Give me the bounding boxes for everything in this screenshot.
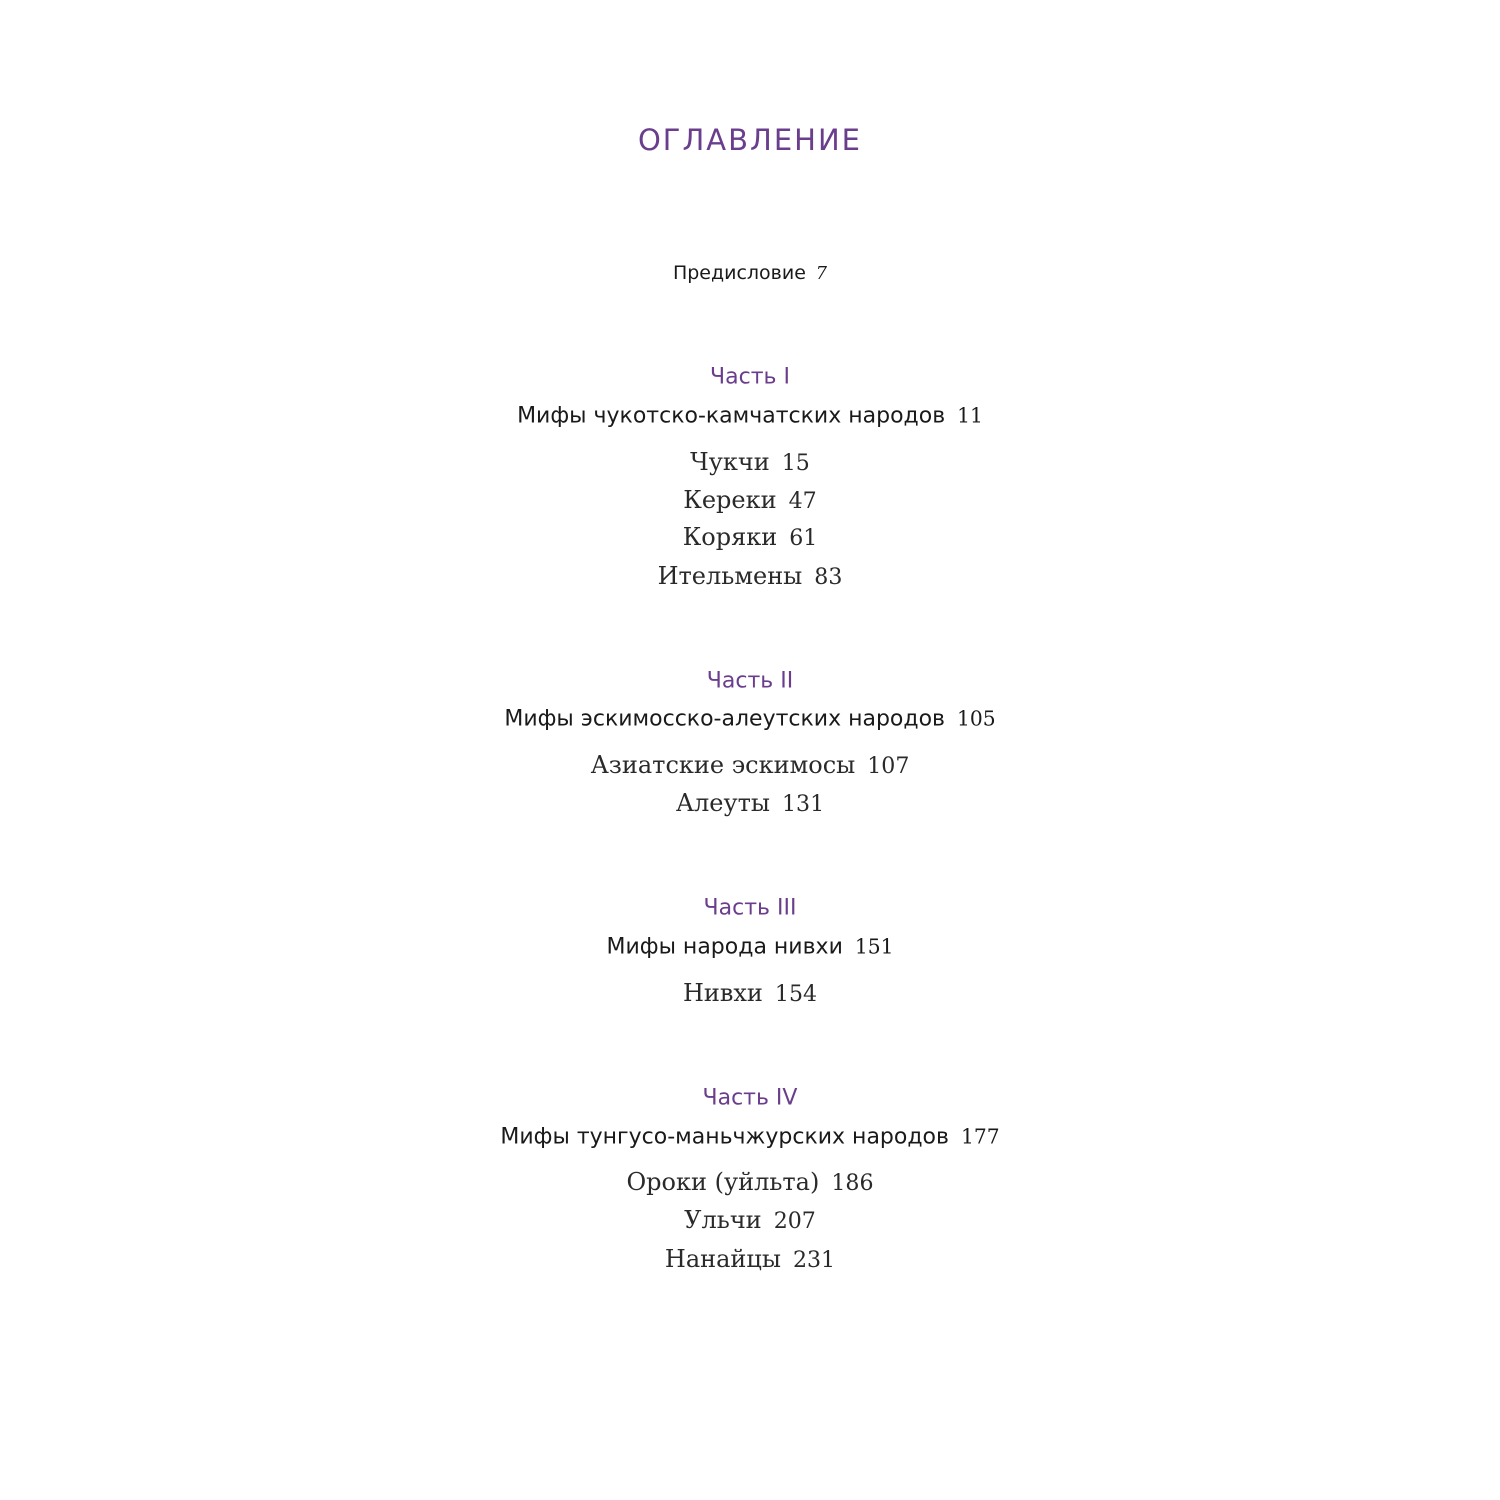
- part-label-2: Часть II: [706, 668, 794, 694]
- entry-title: Кереки: [683, 486, 777, 514]
- entry-page-number: 154: [774, 982, 818, 1007]
- toc-entry-chapter[interactable]: [0, 1206, 1500, 1234]
- entry-page-number: 83: [814, 565, 843, 590]
- toc-entry-chapter[interactable]: [0, 1168, 1500, 1196]
- entry-title: Мифы тунгусо-маньчжурских народов: [500, 1124, 949, 1150]
- entry-page-number: 11: [957, 403, 983, 428]
- toc-title: ОГЛАВЛЕНИЕ: [637, 123, 862, 157]
- entry-page-number: 15: [781, 451, 810, 476]
- entry-page-number: 231: [792, 1248, 836, 1273]
- entry-page-number: 105: [957, 706, 996, 731]
- entry-title: Мифы народа нивхи: [606, 934, 843, 960]
- entry-page-number: 186: [831, 1171, 874, 1196]
- entry-title: Ульчи: [684, 1206, 762, 1234]
- entry-title: Чукчи: [690, 448, 770, 476]
- entry-title: Ительмены: [657, 562, 803, 590]
- toc-entry-chapter[interactable]: [0, 486, 1500, 514]
- entry-title: Мифы чукотско-камчатских народов: [517, 403, 946, 429]
- part-label-3: Часть III: [703, 895, 797, 921]
- entry-title: Алеуты: [675, 789, 770, 817]
- toc-entry-chapter[interactable]: [0, 789, 1500, 817]
- entry-title: Нанайцы: [664, 1245, 781, 1273]
- toc-entry-part-1[interactable]: [0, 404, 1500, 429]
- toc-entry-preface[interactable]: [0, 262, 1500, 284]
- toc-entry-chapter[interactable]: [0, 979, 1500, 1007]
- entry-page-number: 47: [788, 489, 817, 514]
- entry-page-number: 151: [854, 934, 894, 959]
- toc-entry-part-2[interactable]: [0, 707, 1500, 732]
- entry-title: Коряки: [682, 523, 778, 551]
- entry-title: Мифы эскимосско-алеутских народов: [504, 706, 946, 732]
- entry-page-number: 207: [773, 1209, 816, 1234]
- toc-entry-chapter[interactable]: [0, 562, 1500, 590]
- entry-title: Азиатские эскимосы: [590, 751, 856, 779]
- toc-entry-chapter[interactable]: [0, 448, 1500, 476]
- entry-page-number: 107: [867, 754, 910, 779]
- toc-entry-chapter[interactable]: [0, 751, 1500, 779]
- toc-entry-chapter[interactable]: [0, 1245, 1500, 1273]
- part-label-4: Часть IV: [702, 1085, 798, 1111]
- toc-entry-chapter[interactable]: [0, 523, 1500, 551]
- entry-title: Предисловие: [672, 262, 806, 284]
- toc-entry-part-3[interactable]: [0, 935, 1500, 960]
- entry-title: Нивхи: [682, 979, 763, 1007]
- toc-entry-part-4[interactable]: [0, 1125, 1500, 1150]
- part-label-1: Часть I: [710, 364, 790, 390]
- entry-title: Ороки (уйльта): [626, 1168, 820, 1196]
- entry-page-number: 131: [781, 792, 825, 817]
- entry-page-number: 177: [960, 1124, 1000, 1149]
- entry-page-number: 7: [815, 264, 828, 284]
- entry-page-number: 61: [789, 526, 818, 551]
